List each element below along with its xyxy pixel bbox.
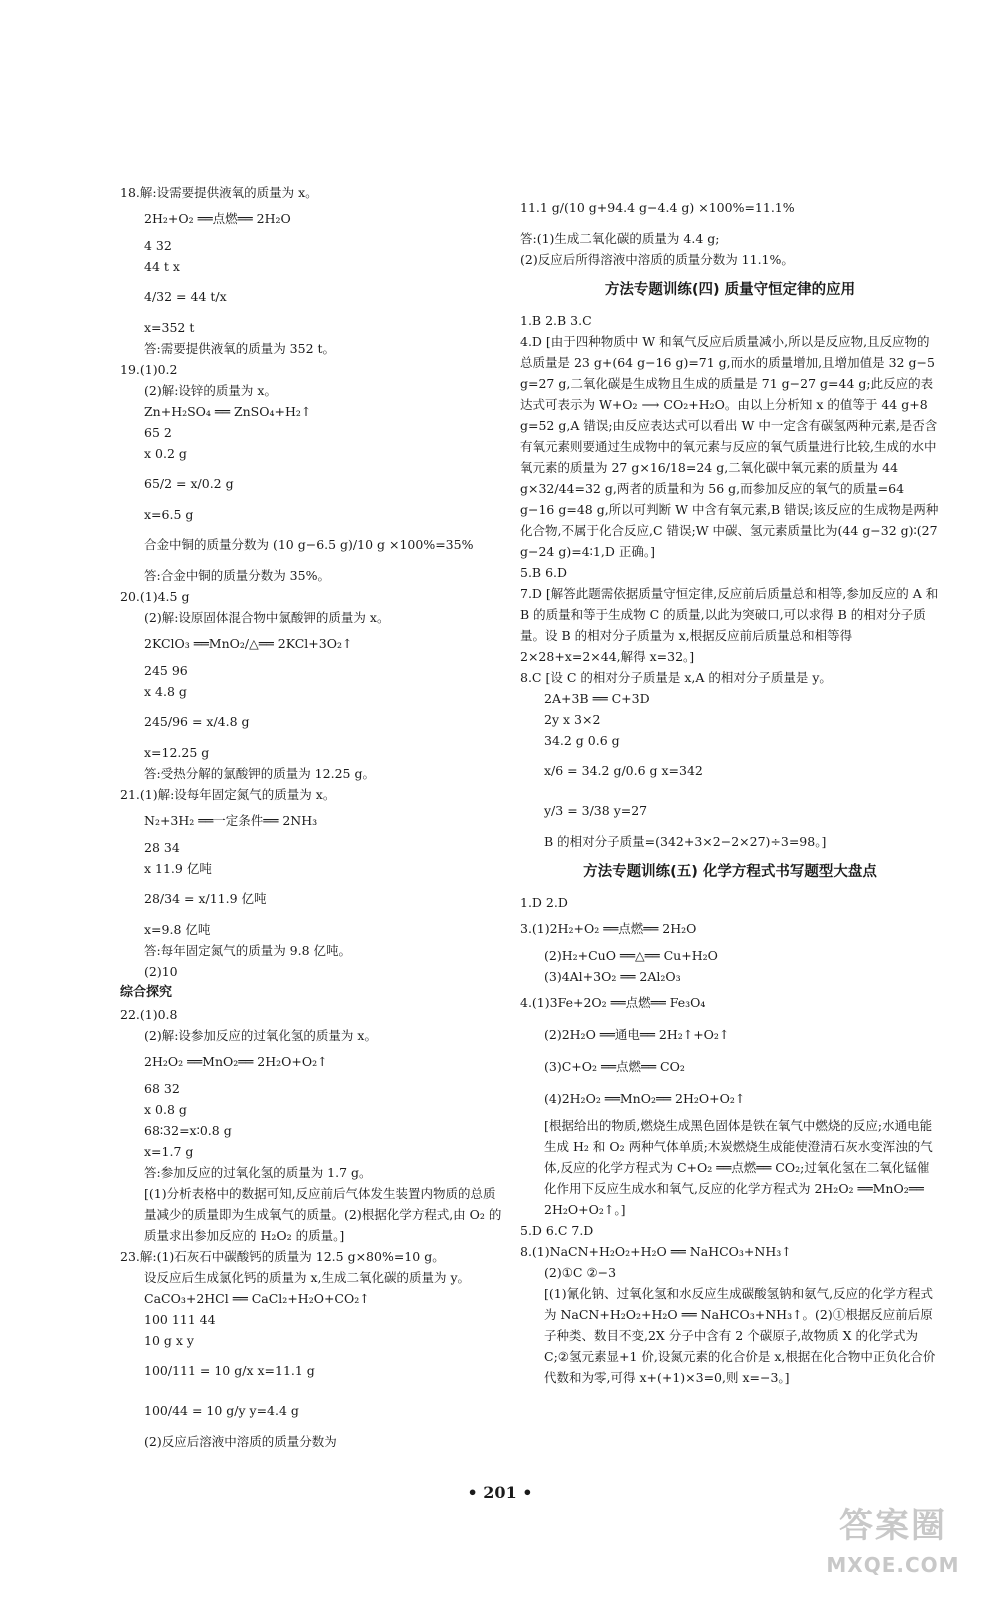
text-line: 合金中铜的质量分数为 (10 g−6.5 g)/10 g ×100%=35% bbox=[144, 537, 474, 552]
text-line: 4/32 = 44 t/x bbox=[144, 289, 227, 304]
text-line: x=9.8 亿吨 bbox=[144, 922, 211, 937]
text-line: 答:(1)生成二氧化碳的质量为 4.4 g; bbox=[520, 231, 720, 246]
text-line: 10 g x y bbox=[144, 1333, 194, 1348]
text-line: 5.D 6.C 7.D bbox=[520, 1223, 594, 1238]
watermark-url: MXQE.COM bbox=[826, 1553, 960, 1577]
text-line: 28 34 bbox=[144, 840, 180, 855]
text-line: (4)2H₂O₂ ══MnO₂══ 2H₂O+O₂↑ bbox=[544, 1091, 746, 1106]
text-line: 68 32 bbox=[144, 1081, 180, 1096]
text-line: 综合探究 bbox=[120, 985, 173, 1000]
text-line: 1.D 2.D bbox=[520, 895, 568, 910]
text-line: 答:每年固定氮气的质量为 9.8 亿吨。 bbox=[144, 943, 352, 958]
text-line: 65 2 bbox=[144, 425, 172, 440]
text-line: 1.B 2.B 3.C bbox=[520, 313, 592, 328]
section-heading: 方法专题训练(五) 化学方程式书写题型大盘点 bbox=[583, 864, 877, 880]
text-line: 设反应后生成氯化钙的质量为 x,生成二氧化碳的质量为 y。 bbox=[144, 1270, 471, 1285]
text-line: [(1)氰化钠、过氧化氢和水反应生成碳酸氢钠和氨气,反应的化学方程式为 NaCN+H₂O₂+H₂O ══ NaHCO₃+NH₃↑。(2)①根据反应前后原子种类、数目不变,2X 分子中含有 2 个碳原子,故物质 X 的化学式为 C;②氢元素显+1 价,设氮元素的化合价是 x,根据在化合物中正负化合价代数和为零,可得 x+(+1)×3=0,则 x=−3。] bbox=[544, 1286, 936, 1385]
text-line: 245 96 bbox=[144, 663, 188, 678]
text-line: (2)解:设参加反应的过氧化氢的质量为 x。 bbox=[144, 1028, 377, 1043]
text-line: 7.D [解答此题需依据质量守恒定律,反应前后质量总和相等,参加反应的 A 和 B 的质量和等于生成物 C 的质量,以此为突破口,可以求得 B 的相对分子质量。设 B 的相对分子质量为 x,根据反应前后质量总和相等得 2×28+x=2×44,解得 x=32。] bbox=[520, 586, 939, 664]
text-line: 2H₂O₂ ══MnO₂══ 2H₂O+O₂↑ bbox=[144, 1054, 328, 1069]
text-line: 答:参加反应的过氧化氢的质量为 1.7 g。 bbox=[144, 1165, 372, 1180]
left-column bbox=[120, 182, 502, 1452]
text-line: x=6.5 g bbox=[144, 507, 194, 522]
text-line: 19.(1)0.2 bbox=[120, 362, 178, 377]
text-line: x 0.8 g bbox=[144, 1102, 187, 1117]
text-line: 8.C [设 C 的相对分子质量是 x,A 的相对分子质量是 y。 bbox=[520, 670, 832, 685]
watermark-text: 答案圈 bbox=[839, 1506, 947, 1546]
text-line: 28/34 = x/11.9 亿吨 bbox=[144, 891, 267, 906]
text-line: 11.1 g/(10 g+94.4 g−4.4 g) ×100%=11.1% bbox=[520, 200, 795, 215]
text-line: (2)反应后所得溶液中溶质的质量分数为 11.1%。 bbox=[520, 252, 794, 267]
text-line: (3)4Al+3O₂ ══ 2Al₂O₃ bbox=[544, 969, 681, 984]
text-line: x 4.8 g bbox=[144, 684, 187, 699]
text-line: 2y x 3×2 bbox=[544, 712, 601, 727]
text-line: 4.D [由于四种物质中 W 和氧气反应后质量减小,所以是反应物,且反应物的总质量是 23 g+(64 g−16 g)=71 g,而水的质量增加,且增加值是 32 g−5 g=27 g,二氧化碳是生成物且生成的质量是 71 g−27 g=44 g;此反应的表达式可表示为 W+O₂ ⟶ CO₂+H₂O。由以上分析知 x 的值等于 44 g+8 g=52 g,A 错误;由反应表达式可以看出 W 中一定含有碳氢两种元素,是否含有氧元素则要通过生成物中的氧元素与反应的氧气质量进行比较,生成的水中氧元素的质量为 27 g×16/18=24 g,二氧化碳中氧元素的质量为 44 g×32/44=32 g,两者的质量和为 56 g,而参加反应的氧气的质量=64 g−16 g=48 g,所以可判断 W 中含有氧元素,B 错误;该反应的生成物是两种化合物,不属于化合反应,C 错误;W 中碳、氢元素质量比为(44 g−32 g)∶(27 g−24 g)=4∶1,D 正确。] bbox=[520, 334, 939, 559]
text-line: (2)10 bbox=[144, 964, 178, 979]
text-line: x=12.25 g bbox=[144, 745, 210, 760]
text-line: 21.(1)解:设每年固定氮气的质量为 x。 bbox=[120, 787, 336, 802]
text-line: 答:需要提供液氧的质量为 352 t。 bbox=[144, 341, 336, 356]
text-line: CaCO₃+2HCl ══ CaCl₂+H₂O+CO₂↑ bbox=[144, 1291, 370, 1306]
text-line: x 0.2 g bbox=[144, 446, 187, 461]
text-line: 2A+3B ══ C+3D bbox=[544, 691, 650, 706]
text-line: (3)C+O₂ ══点燃══ CO₂ bbox=[544, 1059, 685, 1074]
page-number: • 201 • bbox=[467, 1483, 533, 1502]
right-column bbox=[520, 188, 940, 1388]
text-line: 答:合金中铜的质量分数为 35%。 bbox=[144, 568, 330, 583]
text-line: (2)解:设原固体混合物中氯酸钾的质量为 x。 bbox=[144, 610, 390, 625]
text-line: 答:受热分解的氯酸钾的质量为 12.25 g。 bbox=[144, 766, 375, 781]
text-line: 2H₂+O₂ ══点燃══ 2H₂O bbox=[144, 211, 291, 226]
text-line: B 的相对分子质量=(342+3×2−2×27)÷3=98。] bbox=[544, 834, 827, 849]
text-line: 100/111 = 10 g/x x=11.1 g bbox=[144, 1363, 315, 1378]
text-line: [(1)分析表格中的数据可知,反应前后气体发生装置内物质的总质量减少的质量即为生成氧气的质量。(2)根据化学方程式,由 O₂ 的质量求出参加反应的 H₂O₂ 的质量。] bbox=[144, 1186, 502, 1243]
text-line: (2)解:设锌的质量为 x。 bbox=[144, 383, 277, 398]
text-line: N₂+3H₂ ══一定条件══ 2NH₃ bbox=[144, 813, 318, 828]
text-line: 4 32 bbox=[144, 238, 172, 253]
text-line: 4.(1)3Fe+2O₂ ══点燃══ Fe₃O₄ bbox=[520, 995, 706, 1010]
text-line: 23.解:(1)石灰石中碳酸钙的质量为 12.5 g×80%=10 g。 bbox=[120, 1249, 445, 1264]
text-line: 245/96 = x/4.8 g bbox=[144, 714, 250, 729]
text-line: 68∶32=x∶0.8 g bbox=[144, 1123, 232, 1138]
text-line: 2KClO₃ ══MnO₂/△══ 2KCl+3O₂↑ bbox=[144, 636, 353, 651]
text-line: 5.B 6.D bbox=[520, 565, 568, 580]
text-line: 100/44 = 10 g/y y=4.4 g bbox=[144, 1403, 299, 1418]
text-line: x=1.7 g bbox=[144, 1144, 194, 1159]
text-line: (2)2H₂O ══通电══ 2H₂↑+O₂↑ bbox=[544, 1027, 730, 1042]
text-line: 100 111 44 bbox=[144, 1312, 216, 1327]
text-line: (2)反应后溶液中溶质的质量分数为 bbox=[144, 1434, 337, 1449]
text-line: (2)H₂+CuO ══△══ Cu+H₂O bbox=[544, 948, 718, 963]
text-line: x 11.9 亿吨 bbox=[144, 861, 212, 876]
text-line: 34.2 g 0.6 g bbox=[544, 733, 620, 748]
text-line: 20.(1)4.5 g bbox=[120, 589, 190, 604]
text-line: 65/2 = x/0.2 g bbox=[144, 476, 234, 491]
text-line: x/6 = 34.2 g/0.6 g x=342 bbox=[544, 763, 703, 778]
section-heading: 方法专题训练(四) 质量守恒定律的应用 bbox=[604, 282, 856, 298]
text-line: (2)①C ②−3 bbox=[544, 1265, 617, 1280]
text-line: y/3 = 3/38 y=27 bbox=[544, 803, 648, 818]
watermark-logo bbox=[808, 1500, 978, 1596]
text-line: Zn+H₂SO₄ ══ ZnSO₄+H₂↑ bbox=[144, 404, 312, 419]
text-line: 18.解:设需要提供液氧的质量为 x。 bbox=[120, 185, 318, 200]
text-line: x=352 t bbox=[144, 320, 195, 335]
text-line: 44 t x bbox=[144, 259, 180, 274]
text-line: 3.(1)2H₂+O₂ ══点燃══ 2H₂O bbox=[520, 921, 697, 936]
text-line: 22.(1)0.8 bbox=[120, 1007, 178, 1022]
text-line: [根据给出的物质,燃烧生成黑色固体是铁在氧气中燃烧的反应;水通电能生成 H₂ 和 O₂ 两种气体单质;木炭燃烧生成能使澄清石灰水变浑浊的气体,反应的化学方程式为 C+O₂ ══点燃══ CO₂;过氧化氢在二氧化锰催化作用下反应生成水和氧气,反应的化学方程式为 2H₂O₂ ══MnO₂══ 2H₂O+O₂↑。] bbox=[544, 1118, 933, 1217]
text-line: 8.(1)NaCN+H₂O₂+H₂O ══ NaHCO₃+NH₃↑ bbox=[520, 1244, 792, 1259]
